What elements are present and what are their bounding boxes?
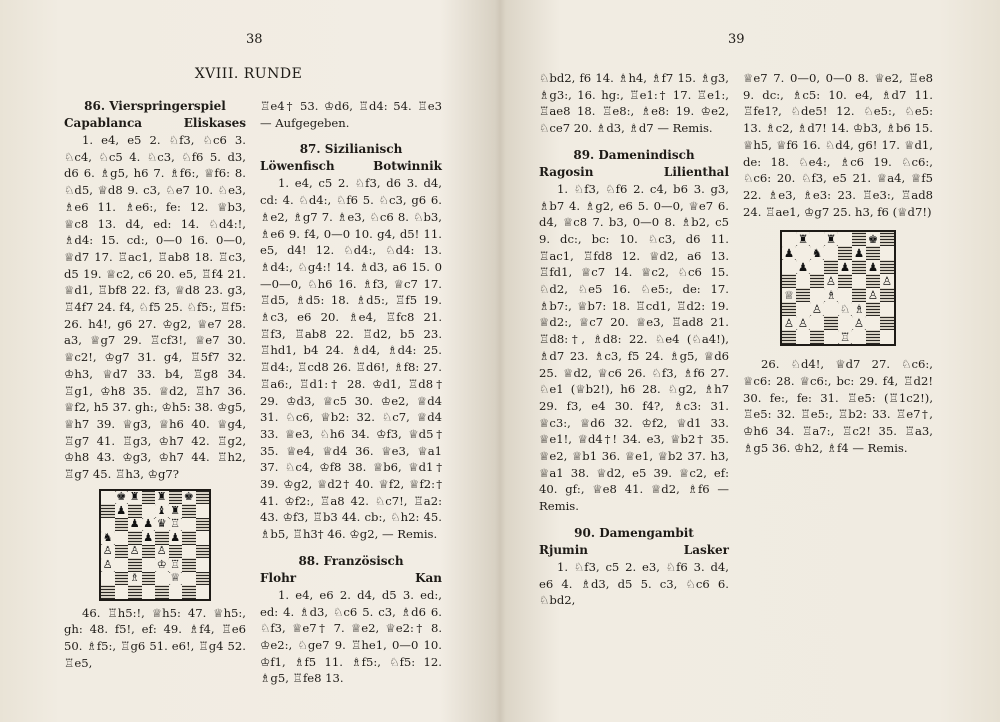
black-player: Botwinnik [373,159,442,174]
chess-piece-icon: ♙ [797,315,809,330]
board-square [155,558,169,572]
board-square [155,572,169,586]
white-player: Ragosin [539,164,594,179]
board-square [880,302,894,316]
black-player: Eliskases [183,116,246,130]
board-square [196,572,210,586]
board-square [142,572,156,586]
board-square [880,246,894,260]
board-square [810,302,824,316]
board-square [142,531,156,545]
board-square [115,585,129,599]
board-square [196,518,210,532]
board-square [796,330,810,344]
board-square [838,302,852,316]
game-moves: 1. e4, e5 2. ♘f3, ♘c6 3. ♘c4, ♘c5 4. ♘c3, ♘f6 5. d3, d6 6. ♗g5, h6 7. ♗f6:, ♕f6: 8. ♘d5, ♕d8 9. c3, ♘e7 10. ♘e3, ♗e6 11. ♗e6:, fe: 12. ♕b3, ♕c8 13. d4, ed: 14. ♘d4:!, ♗d4: 15. cd:, 0—0 16. 0—0, ♕d7 17. ♖ac1, ♖ab8 18. ♖c3, d5 19. ♕c2, c6 20. e5, ♖f4 21. ♕d1, ♖bf8 22. f3, ♕d8 23. g3, ♖4f7 24. f4, ♘f5 25. ♘f5:, ♖f5: 26. h4!, g6 27. ♔g2, ♕e7 28. a3, ♕g7 29. ♖cf3!, ♕e7 30. ♕c2!, ♔g7 31. g4, ♖5f7 32. ♔h3, ♕d7 33. b4, ♖g8 34. ♖g1, ♔h8 35. ♕d2, ♖h7 36. ♕f2, h5 37. gh:, ♔h5: 38. ♔g5, ♕h7 39. ♕g3, ♕h6 40. ♕g4, ♖g7 41. ♖g3, ♔h7 42. ♖g2, ♔h8 43. ♔g3, ♔h7 44. ♖h2, ♖g7 45. ♖h3, ♔g7? [64,133,246,482]
board-square [182,545,196,559]
white-player: Rjumin [539,542,589,557]
chess-piece-icon: ♜ [170,503,181,517]
board-square [824,232,838,246]
board-square [810,330,824,344]
board-square [866,330,880,344]
board-square [824,246,838,260]
white-player: Flohr [260,570,297,585]
chess-piece-icon: ♙ [811,301,823,316]
board-square [866,316,880,330]
board-square [128,491,142,505]
board-square [196,531,210,545]
board-square [196,504,210,518]
chess-piece-icon: ♙ [102,544,113,558]
board-square [796,260,810,274]
chess-piece-icon: ♟ [116,503,127,517]
round-title: XVIII. RUNDE [194,66,303,82]
chess-piece-icon: ♙ [867,287,879,302]
chess-piece-icon: ♗ [825,287,837,302]
board-square [101,558,115,572]
game-moves: 1. ♘f3, c5 2. e3, ♘f6 3. d4, e6 4. ♗d3, d5 5. c3, ♘c6 6. ♘bd2, [539,559,729,608]
board-square [810,316,824,330]
board-square [128,585,142,599]
game-title: 89. Damenindisch [573,147,695,162]
chess-diagram [99,489,211,601]
chess-piece-icon: ♟ [143,517,154,531]
players [64,115,246,132]
board-square [810,246,824,260]
chess-piece-icon: ♛ [156,517,167,531]
chess-piece-icon: ♙ [825,273,837,288]
board-square [852,246,866,260]
players [260,570,442,587]
left-page [0,0,497,722]
board-square [182,558,196,572]
board-square [796,288,810,302]
chess-piece-icon: ♖ [839,329,851,344]
board-square [115,545,129,559]
chess-piece-icon: ♕ [170,571,181,585]
board-square [196,558,210,572]
chess-piece-icon: ♚ [867,231,879,246]
white-player: Capablanca [64,116,143,130]
board-square [880,232,894,246]
board-square [852,274,866,288]
chess-piece-icon: ♖ [170,517,181,531]
board-square [810,260,824,274]
board-square [115,531,129,545]
board-square [782,330,796,344]
white-player: Löwenfisch [260,159,335,174]
chess-piece-icon: ♟ [783,245,795,260]
board-square [182,585,196,599]
game-title: 86. Vierspringerspiel [84,99,226,113]
chess-piece-icon: ♗ [853,301,865,316]
board-square [115,504,129,518]
board-square [128,572,142,586]
board-square [155,518,169,532]
board-square [782,246,796,260]
chess-piece-icon: ♟ [170,530,181,544]
game-title: 88. Französisch [298,553,404,568]
board-square [196,585,210,599]
game-title: 90. Damengambit [574,525,694,540]
board-square [169,572,183,586]
board-square [142,585,156,599]
board-square [866,302,880,316]
board-square [824,288,838,302]
board-square [101,572,115,586]
game-title: 87. Sizilianisch [299,142,403,157]
board-square [796,316,810,330]
chess-piece-icon: ♙ [156,544,167,558]
board-square [838,330,852,344]
chess-piece-icon: ♖ [170,557,181,571]
chess-piece-icon: ♞ [811,245,823,260]
board-square [155,585,169,599]
black-player: Lasker [683,542,729,557]
chess-piece-icon: ♜ [156,490,167,504]
chess-piece-icon: ♟ [129,517,140,531]
chess-piece-icon: ♜ [797,231,809,246]
chess-piece-icon: ♟ [853,245,865,260]
board-square [196,491,210,505]
chess-piece-icon: ♙ [129,544,140,558]
board-square [810,274,824,288]
board-square [824,330,838,344]
board-square [796,232,810,246]
board-square [101,491,115,505]
game-continuation: ♖e4† 53. ♔d6, ♖d4: 54. ♖e3 — Aufgegeben. [260,99,442,130]
chess-piece-icon: ♝ [156,503,167,517]
chess-piece-icon: ♟ [867,259,879,274]
game-moves: 1. e4, e6 2. d4, d5 3. ed:, ed: 4. ♗d3, ♘c6 5. c3, ♗d6 6. ♘f3, ♕e7† 7. ♕e2, ♕e2:† 8. ♔e2:, ♘ge7 9. ♖he1, 0—0 10. ♔f1, ♗f5 11. ♗f5:, ♘f5: 12. ♗g5, ♖fe8 13. [260,587,442,686]
board-square [142,491,156,505]
board-square [852,316,866,330]
chess-piece-icon: ♚ [116,490,127,504]
board-square [866,288,880,302]
board-square [142,545,156,559]
board-square [196,545,210,559]
players [539,164,729,181]
right-page [503,0,1000,722]
board-square [782,288,796,302]
chess-piece-icon: ♜ [825,231,837,246]
chess-piece-icon: ♟ [797,259,809,274]
game-continuation: ♘bd2, f6 14. ♗h4, ♗f7 15. ♗g3, ♗g3:, 16. hg:, ♖e1:† 17. ♖e1:, ♖ae8 18. ♖e8:, ♗e8: 19. ♔e2, ♘ce7 20. ♗d3, ♗d7 — Remis. [539,71,729,136]
board-square [866,260,880,274]
moves-after-diagram: 26. ♘d4!, ♕d7 27. ♘c6:, ♕c6: 28. ♕c6:, bc: 29. f4, ♖d2! 30. fe:, fe: 31. ♖e5: (♖1c2!), ♖e5: 32. ♖e5:, ♖b2: 33. ♖e7†, ♔h6 34. ♖a7:, ♖c2! 35. ♖a3, ♗g5 36. ♔h2, ♗f4 — Remis. [743,357,933,455]
black-player: Lilienthal [663,164,729,179]
board-square [838,274,852,288]
board-square [880,288,894,302]
board-square [115,518,129,532]
left-column-1 [64,98,246,672]
moves-after-diagram: 46. ♖h5:!, ♕h5: 47. ♕h5:, gh: 48. f5!, ef: 49. ♗f4, ♖e6 50. ♗f5:, ♖g6 51. e6!, ♖g4 52. ♖e5, [64,605,246,670]
right-column-2 [743,70,933,457]
board-square [824,302,838,316]
board-square [169,585,183,599]
board-square [796,274,810,288]
board-square [782,260,796,274]
board-square [838,260,852,274]
chess-piece-icon: ♙ [102,557,113,571]
chess-piece-icon: ♟ [143,530,154,544]
board-square [128,545,142,559]
players [539,542,729,559]
chess-piece-icon: ♙ [881,273,893,288]
game-continuation: ♕e7 7. 0—0, 0—0 8. ♕e2, ♖e8 9. dc:, ♗c5: 10. e4, ♗d7 11. ♖fe1?, ♘de5! 12. ♘e5:, ♘e5: 13. ♗c2, ♗d7! 14. ♔b3, ♗b6 15. ♕h5, ♕f6 16. ♘d4, g6! 17. ♕d1, de: 18. ♘e4:, ♗c6 19. ♘c6:, ♘c6: 20. ♘f3, e5 21. ♕a4, ♕f5 22. ♗e3, ♗e3: 23. ♖e3:, ♖ad8 24. ♖ae1, ♔g7 25. h3, f6 (♕d7!) [743,71,933,219]
board-square [182,531,196,545]
board-square [866,232,880,246]
page-number: 38 [246,32,263,47]
chess-piece-icon: ♗ [129,571,140,585]
game-moves: 1. ♘f3, ♘f6 2. c4, b6 3. g3, ♗b7 4. ♗g2, e6 5. 0—0, ♕e7 6. d4, ♕c8 7. b3, 0—0 8. ♗b2, c5 9. dc:, bc: 10. ♘c3, d6 11. ♖ac1, ♖fd8 12. ♕d2, a6 13. ♖fd1, ♕c7 14. ♕c2, ♘c6 15. ♘d2, ♘e5 16. ♘e5:, de: 17. ♗b7:, ♕b7: 18. ♖cd1, ♖d2: 19. ♕d2:, ♕c7 20. ♕e3, ♖ad8 21. ♖d8:†, ♗d8: 22. ♘e4 (♘a4!), ♗d7 23. ♗c3, f5 24. ♗g5, ♕d6 25. ♕d2, ♕c6 26. ♘f3, ♗f6 27. ♘e1 (♕b2!), h6 28. ♘g2, ♗h7 29. f3, e4 30. f4?, ♗c3: 31. ♕c3:, ♕d6 32. ♔f2, ♕d1 33. ♕e1!, ♕d4†! 34. e3, ♕b2† 35. ♕e2, ♕b1 36. ♕e1, ♕b2 37. h3, ♕a1 38. ♕d2, e5 39. ♕c2, ef: 40. gf:, ♕e8 41. ♕d2, ♗f6 — Remis. [539,181,729,514]
board-square [169,531,183,545]
chess-piece-icon: ♙ [783,315,795,330]
left-column-2 [260,98,442,687]
board-square [182,491,196,505]
chess-piece-icon: ♙ [853,315,865,330]
board-square [782,316,796,330]
board-square [101,504,115,518]
chess-piece-icon: ♟ [839,259,851,274]
board-square [838,232,852,246]
chess-diagram [780,230,896,346]
game-moves: 1. e4, c5 2. ♘f3, d6 3. d4, cd: 4. ♘d4:, ♘f6 5. ♘c3, g6 6. ♗e2, ♗g7 7. ♗e3, ♘c6 8. ♘b3, ♗e6 9. f4, 0—0 10. g4, d5! 11. e5, d4! 12. ♘d4:, ♘d4: 13. ♗d4:, ♘g4:! 14. ♗d3, a6 15. 0—0—0, ♘h6 16. ♗f3, ♕c7 17. ♖d5, ♗d5: 18. ♗d5:, ♖f5 19. ♗c3, e6 20. ♗e4, ♖fc8 21. ♖f3, ♖ab8 22. ♖d2, b5 23. ♖hd1, b4 24. ♗d4, ♗d4: 25. ♖d4:, ♖cd8 26. ♖d6!, ♗f8: 27. ♖a6:, ♖d1:† 28. ♔d1, ♖d8† 29. ♔d3, ♕c5 30. ♔e2, ♕d4 31. ♘c6, ♕b2: 32. ♘c7, ♕d4 33. ♕e3, ♘h6 34. ♔f3, ♕d5† 35. ♕e4, ♕d4 36. ♕e3, ♕a1 37. ♘c4, ♔f8 38. ♕b6, ♕d1† 39. ♔g2, ♕d2† 40. ♕f2, ♕f2:† 41. ♔f2:, ♖a8 42. ♘c7!, ♖a2: 43. ♔f3, ♖b3 44. cb:, ♘h2: 45. ♗b5, ♖h3† 46. ♔g2, — Remis. [260,176,442,542]
board-square [880,330,894,344]
board-square [852,330,866,344]
board-square [182,518,196,532]
page-number: 39 [728,32,745,47]
board-square [101,585,115,599]
board-square [115,572,129,586]
board-square [182,504,196,518]
chess-piece-icon: ♔ [156,557,167,571]
board-square [115,558,129,572]
board-square [852,260,866,274]
board-square [182,572,196,586]
black-player: Kan [415,570,442,585]
right-column-1 [539,70,729,609]
board-square [142,558,156,572]
board-square [128,518,142,532]
chess-piece-icon: ♕ [783,287,795,302]
board-square [824,316,838,330]
chess-piece-icon: ♜ [129,490,140,504]
chess-piece-icon: ♘ [839,301,851,316]
chess-piece-icon: ♞ [102,530,113,544]
players [260,158,442,175]
board-square [880,316,894,330]
board-square [880,274,894,288]
chess-piece-icon: ♚ [183,490,194,504]
